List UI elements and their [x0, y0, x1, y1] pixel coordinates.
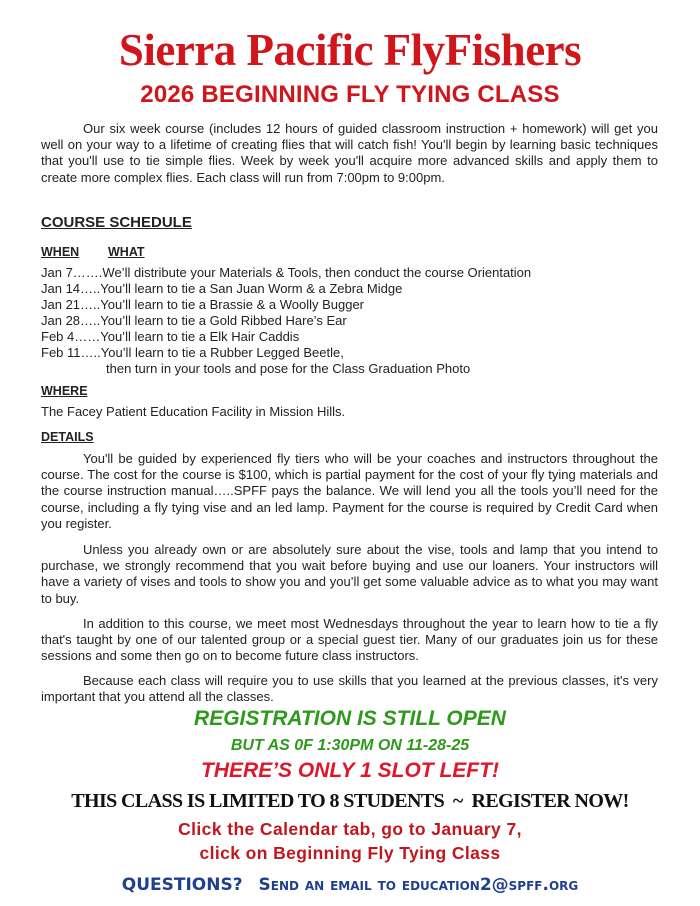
club-title: Sierra Pacific FlyFishers	[118, 25, 582, 75]
intro-paragraph: Our six week course (includes 12 hours of guided classroom instruction + homework) will get you well on your way to a lifetime of creating flies that will catch fish! You'll begin by learning basic techniques that you'll use to tie simple flies. Week by week you'll acquire more advanced skills and apply them to create more complex flies. Each class will run from 7:00pm to 9:00pm.	[41, 121, 658, 185]
slots-left-alert: THERE’S ONLY 1 SLOT LEFT!	[201, 759, 499, 782]
details-paragraph-attendance: Because each class will require you to use skills that you learned at the previous classes, it's very important that you attend all the classes.	[41, 673, 658, 705]
questions-label: QUESTIONS?	[121, 875, 243, 895]
schedule-row: Jan 14…..You’ll learn to tie a San Juan Worm & a Zebra Midge	[41, 281, 403, 296]
schedule-row: Jan 21…..You’ll learn to tie a Brassie & a Woolly Bugger	[41, 297, 365, 312]
what-column-header: WHAT	[108, 245, 145, 259]
details-paragraph-cost: You'll be guided by experienced fly tiers who will be your coaches and instructors throughout the course. The cost for the course is $100, which is partial payment for the cost of your fly tying materials and the course instruction manual…..SPFF pays the balance. We will lend you all the tools you’ll need for the course, including a fly tying vise and an led lamp. Payment for the course is required by Credit Card when you register.	[41, 451, 658, 531]
where-text: The Facey Patient Education Facility in Mission Hills.	[41, 404, 346, 419]
details-paragraph-equipment: Unless you already own or are absolutely sure about the vise, tools and lamp that you intend to purchase, we strongly recommend that you wait before buying and use our loaners. Your instructors will have a variety of vises and tools to show you and you’ll get some valuable advice as to what you may want to buy.	[41, 542, 658, 606]
schedule-row: Jan 28…..You’ll learn to tie a Gold Ribbed Hare’s Ear	[41, 313, 347, 328]
details-paragraph-wednesdays: In addition to this course, we meet most Wednesdays throughout the year to learn how to tie a fly that's taught by one of our talented group or a special guest tier. Many of our graduates join us for these sessions and some then go on to become future class instructors.	[41, 616, 658, 664]
registration-instructions-line2: click on Beginning Fly Tying Class	[199, 843, 501, 863]
class-limit-notice	[0, 788, 700, 814]
registration-open-banner: REGISTRATION IS STILL OPEN	[194, 707, 506, 730]
where-heading: WHERE	[41, 384, 88, 398]
registration-as-of: BUT AS 0F 1:30PM ON 11-28-25	[230, 737, 470, 754]
course-schedule-heading: COURSE SCHEDULE	[41, 214, 192, 231]
schedule-row: Feb 11…..You’ll learn to tie a Rubber Legged Beetle,	[41, 345, 344, 360]
when-column-header: WHEN	[41, 245, 80, 259]
contact-line	[0, 873, 700, 897]
details-heading: DETAILS	[41, 430, 94, 444]
contact-email-link[interactable]: education2@spff.org	[401, 875, 579, 895]
class-title: 2026 BEGINNING FLY TYING CLASS	[140, 81, 560, 108]
registration-instructions-line1: Click the Calendar tab, go to January 7,	[178, 819, 522, 839]
class-limit-text: THIS CLASS IS LIMITED TO 8 STUDENTS ~ REGISTER NOW!	[71, 790, 629, 812]
schedule-row: Feb 4……You’ll learn to tie a Elk Hair Caddis	[41, 329, 300, 344]
contact-prefix: Send an email to	[258, 875, 402, 895]
schedule-row-continuation: then turn in your tools and pose for the Class Graduation Photo	[106, 361, 471, 376]
schedule-row: Jan 7…….We’ll distribute your Materials & Tools, then conduct the course Orientation	[41, 265, 532, 280]
